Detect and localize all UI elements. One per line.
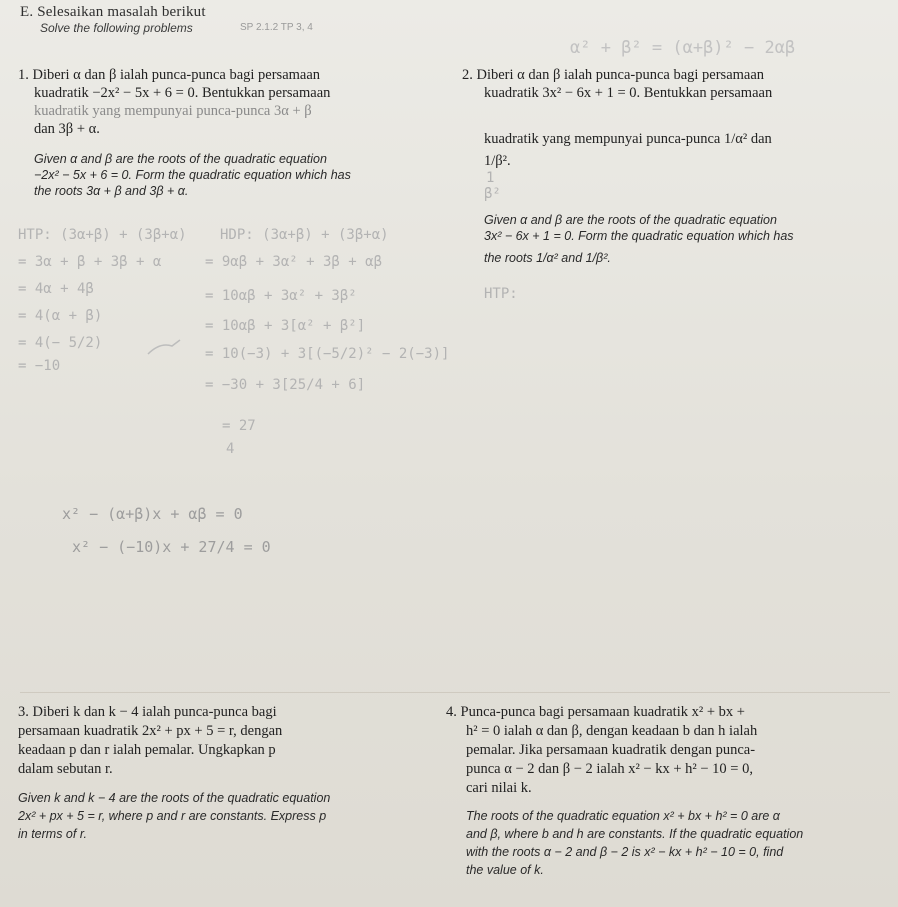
handwriting-left-6: = −10 [18, 358, 61, 374]
q2-english-line-3: the roots 1/α² and 1/β². [484, 251, 611, 265]
q2-handwriting-2: β² [484, 186, 501, 202]
q2-malay-line-3: kuadratik yang mempunyai punca-punca 1/α² dan [484, 131, 772, 147]
q4-english-line-3: with the roots α − 2 and β − 2 is x² − kx + h² − 10 = 0, find [466, 845, 784, 859]
q2-malay-line-1: 2. Diberi α dan β ialah punca-punca bagi persamaan [462, 67, 765, 83]
q3-malay-line-2: persamaan kuadratik 2x² + px + 5 = r, dengan [18, 723, 283, 739]
handwriting-middle-6: = −30 + 3[25/4 + 6] [205, 377, 366, 393]
q3-english-line-3: in terms of r. [18, 827, 87, 841]
handwriting-middle-7: = 27 [222, 418, 256, 434]
handwriting-equation-2: x² − (−10)x + 27/4 = 0 [72, 538, 271, 556]
handwriting-left-4: = 4(α + β) [18, 308, 103, 324]
q3-malay-line-4: dalam sebutan r. [18, 761, 113, 777]
section-subtitle: Solve the following problems [40, 21, 193, 35]
q2-malay-line-4: 1/β². [484, 153, 511, 169]
q2-handwriting-htp: HTP: [484, 286, 518, 302]
q4-malay-line-4: punca α − 2 dan β − 2 ialah x² − kx + h² − 10 = 0, [466, 761, 753, 777]
q2-english-line-2: 3x² − 6x + 1 = 0. Form the quadratic equation which has [484, 229, 794, 243]
handwriting-equation-1: x² − (α+β)x + αβ = 0 [62, 505, 243, 523]
q3-malay-line-1: 3. Diberi k dan k − 4 ialah punca-punca bagi [18, 704, 277, 720]
handwriting-middle-4: = 10αβ + 3[α² + β²] [205, 318, 366, 334]
handwriting-left-3: = 4α + 4β [18, 281, 94, 297]
q2-malay-line-2: kuadratik 3x² − 6x + 1 = 0. Bentukkan persamaan [484, 85, 773, 101]
q1-english-line-1: Given α and β are the roots of the quadratic equation [34, 152, 327, 166]
q4-english-line-2: and β, where b and h are constants. If the quadratic equation [466, 827, 804, 841]
handwriting-middle-1: HDP: (3α+β) + (3β+α) [220, 227, 389, 243]
q1-malay-line-3: kuadratik yang mempunyai punca-punca 3α + β [34, 103, 312, 119]
q4-english-line-1: The roots of the quadratic equation x² + bx + h² = 0 are α [466, 809, 780, 823]
handwriting-middle-2: = 9αβ + 3α² + 3β + αβ [205, 254, 383, 270]
handwritten-identity: α² + β² = (α+β)² − 2αβ [570, 38, 796, 58]
q4-malay-line-3: pemalar. Jika persamaan kuadratik dengan punca- [466, 742, 756, 758]
q3-english-line-2: 2x² + px + 5 = r, where p and r are constants. Express p [18, 809, 327, 823]
section-title: E. Selesaikan masalah berikut [20, 4, 206, 20]
q4-malay-line-2: h² = 0 ialah α dan β, dengan keadaan b dan h ialah [466, 723, 758, 739]
q3-english-line-1: Given k and k − 4 are the roots of the quadratic equation [18, 791, 331, 805]
q1-malay-line-1: 1. Diberi α dan β ialah punca-punca bagi persamaan [18, 67, 321, 83]
handwriting-left-1: HTP: (3α+β) + (3β+α) [18, 227, 187, 243]
q4-malay-line-1: 4. Punca-punca bagi persamaan kuadratik x² + bx + [446, 704, 745, 720]
handwriting-left-2: = 3α + β + 3β + α [18, 254, 162, 270]
handwriting-middle-3: = 10αβ + 3α² + 3β² [205, 288, 357, 304]
q1-malay-line-2: kuadratik −2x² − 5x + 6 = 0. Bentukkan persamaan [34, 85, 331, 101]
handwriting-left-5: = 4(− 5/2) [18, 335, 103, 351]
pencil-mark [146, 336, 186, 358]
handwriting-middle-5: = 10(−3) + 3[(−5/2)² − 2(−3)] [205, 346, 450, 362]
q1-english-line-2: −2x² − 5x + 6 = 0. Form the quadratic equation which has [34, 168, 351, 182]
section-divider [20, 692, 890, 693]
q1-english-line-3: the roots 3α + β and 3β + α. [34, 184, 189, 198]
handwriting-middle-8: 4 [226, 441, 235, 457]
q2-english-line-1: Given α and β are the roots of the quadratic equation [484, 213, 777, 227]
q1-malay-line-4: dan 3β + α. [34, 121, 100, 137]
q2-handwriting-1: 1 [486, 170, 495, 186]
q3-malay-line-3: keadaan p dan r ialah pemalar. Ungkapkan p [18, 742, 276, 758]
skill-tag: SP 2.1.2 TP 3, 4 [240, 22, 313, 33]
q4-english-line-4: the value of k. [466, 863, 544, 877]
q4-malay-line-5: cari nilai k. [466, 780, 532, 796]
